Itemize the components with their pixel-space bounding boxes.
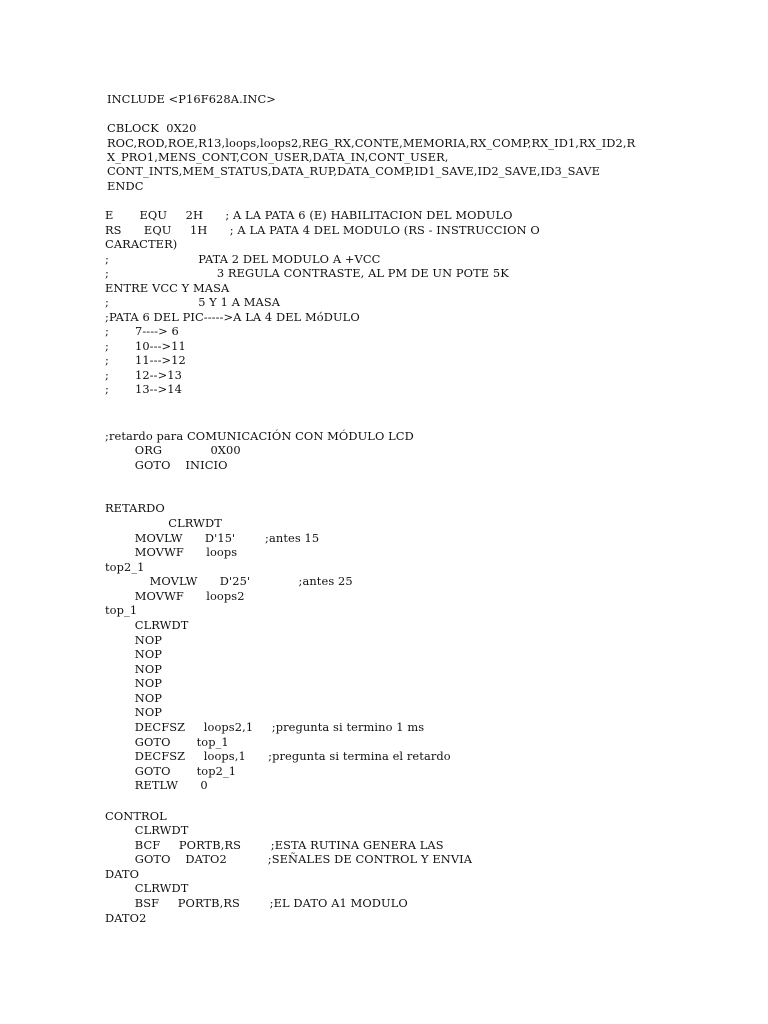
code-line: ; 11--->12 (105, 353, 186, 367)
code-line: top2_1 (105, 560, 145, 574)
code-line: top_1 (105, 603, 138, 617)
code-line: BCF PORTB,RS ;ESTA RUTINA GENERA LAS (105, 838, 444, 852)
code-line: CBLOCK 0X20 (107, 121, 197, 135)
code-line: NOP (105, 676, 163, 690)
code-line: DATO2 (105, 911, 147, 925)
code-line: ; 10--->11 (105, 339, 186, 353)
code-line: MOVLW D'15' ;antes 15 (105, 531, 320, 545)
code-line: GOTO top2_1 (105, 764, 237, 778)
code-line: GOTO DATO2 ;SEÑALES DE CONTROL Y ENVIA (105, 852, 473, 866)
code-line: NOP (105, 633, 163, 647)
code-line: NOP (105, 647, 163, 661)
code-line: MOVWF loops (105, 545, 238, 559)
code-line: DECFSZ loops2,1 ;pregunta si termino 1 ms (105, 720, 425, 734)
code-line: ; 5 Y 1 A MASA (105, 295, 281, 309)
code-line: RETLW 0 (105, 778, 208, 792)
code-line: NOP (105, 705, 163, 719)
code-line: ; 3 REGULA CONTRASTE, AL PM DE UN POTE 5K (105, 266, 509, 280)
code-line: CLRWDT (105, 618, 189, 632)
code-line: DECFSZ loops,1 ;pregunta si termina el retardo (105, 749, 451, 763)
code-line: ORG 0X00 (105, 443, 241, 457)
code-line: BSF PORTB,RS ;EL DATO A1 MODULO (105, 896, 408, 910)
code-line: GOTO INICIO (105, 458, 228, 472)
code-line: ;retardo para COMUNICACIÓN CON MÓDULO LCD (105, 429, 414, 443)
code-line: ;PATA 6 DEL PIC----->A LA 4 DEL MóDULO (105, 310, 360, 324)
code-line: ROC,ROD,ROE,R13,loops,loops2,REG_RX,CONTE,MEMORIA,RX_COMP,RX_ID1,RX_ID2,R (107, 136, 636, 150)
code-line: ; 12-->13 (105, 368, 182, 382)
code-line: NOP (105, 691, 163, 705)
code-line: NOP (105, 662, 163, 676)
code-line: CARACTER) (105, 237, 178, 251)
code-line: ; 13-->14 (105, 382, 182, 396)
code-line: RS EQU 1H ; A LA PATA 4 DEL MODULO (RS - INSTRUCCION O (105, 223, 540, 237)
code-line: CONTROL (105, 809, 167, 823)
code-line: RETARDO (105, 501, 165, 515)
code-line: X_PRO1,MENS_CONT,CON_USER,DATA_IN,CONT_USER, (107, 150, 449, 164)
code-line: CLRWDT (105, 516, 222, 530)
code-line: CLRWDT (105, 823, 189, 837)
code-line: ; 7----> 6 (105, 324, 179, 338)
code-line: MOVWF loops2 (105, 589, 245, 603)
code-line: DATO (105, 867, 140, 881)
code-line: ENTRE VCC Y MASA (105, 281, 230, 295)
code-line: INCLUDE <P16F628A.INC> (107, 92, 276, 106)
code-line: ; PATA 2 DEL MODULO A +VCC (105, 252, 381, 266)
code-line: CLRWDT (105, 881, 189, 895)
code-line: CONT_INTS,MEM_STATUS,DATA_RUP,DATA_COMP,ID1_SAVE,ID2_SAVE,ID3_SAVE (107, 164, 601, 178)
code-line: ENDC (107, 179, 144, 193)
code-line: MOVLW D'25' ;antes 25 (105, 574, 353, 588)
code-line: GOTO top_1 (105, 735, 229, 749)
code-line: E EQU 2H ; A LA PATA 6 (E) HABILITACION DEL MODULO (105, 208, 513, 222)
